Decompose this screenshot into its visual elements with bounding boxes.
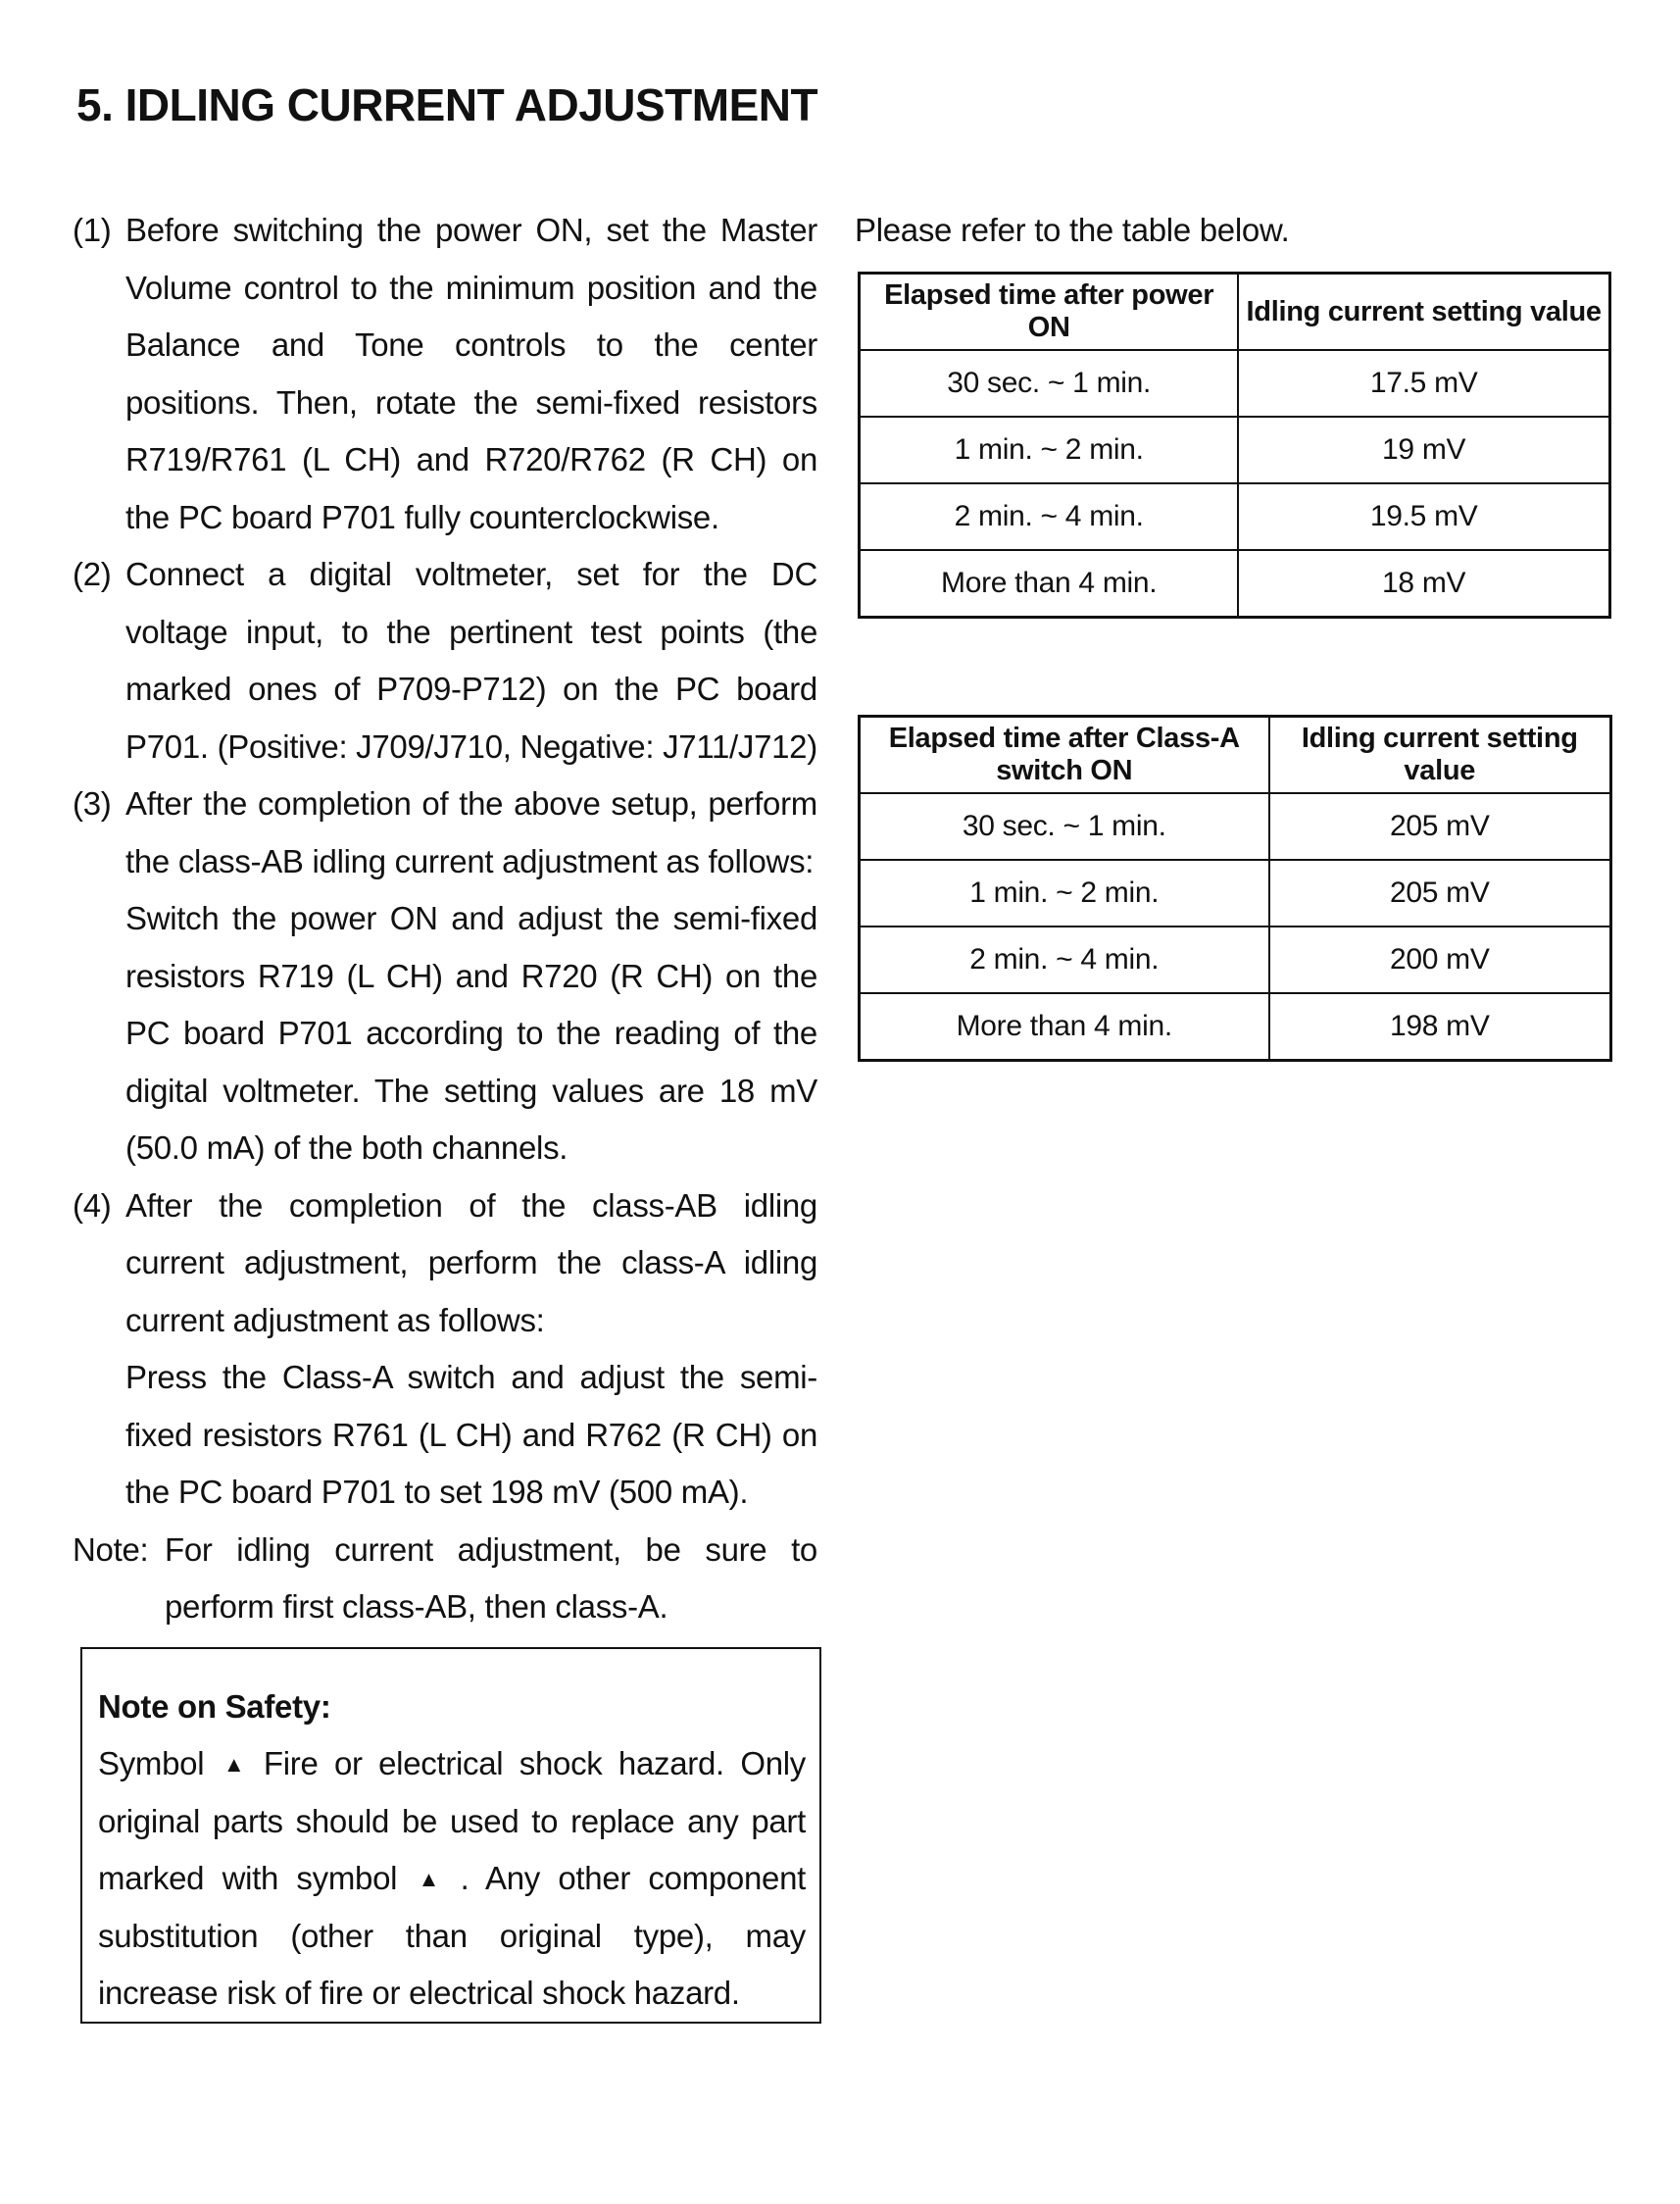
elapsed-time-cell: 1 min. ~ 2 min.	[860, 417, 1239, 483]
setting-value-cell: 198 mV	[1269, 993, 1611, 1061]
warning-triangle-icon: ▲	[216, 1752, 252, 1777]
table-row	[860, 860, 1611, 927]
safety-text-part: Symbol	[98, 1745, 205, 1781]
step-text: After the completion of the above setup, perform the class-AB idling current adjustment as follows:	[125, 785, 817, 879]
step-text-continued: Press the Class-A switch and adjust the semi-fixed resistors R761 (L CH) and R762 (R CH) on the PC board P701 to set 198 mV (500 mA).	[125, 1359, 817, 1510]
safety-note-text	[98, 1735, 806, 2022]
table-row	[860, 417, 1610, 483]
note-text: For idling current adjustment, be sure to perform first class-AB, then class-A.	[165, 1530, 817, 1625]
step-number: (1)	[73, 212, 112, 248]
note-label: Note:	[73, 1530, 149, 1568]
safety-text-part: Fire or electrical shock hazard. Only original parts should be used to replace any part marked with symbol	[98, 1745, 806, 1896]
setting-value-cell: 205 mV	[1269, 860, 1611, 927]
step-number: (4)	[73, 1186, 112, 1224]
column-header: Idling current setting value	[1269, 717, 1611, 794]
safety-text-part: . Any other component substitution (other than original type), may increase risk of fire or electrical shock hazard.	[98, 1860, 806, 2011]
procedure-steps	[73, 202, 817, 1636]
elapsed-time-cell: 1 min. ~ 2 min.	[860, 860, 1269, 927]
table-row	[860, 927, 1611, 993]
table-header-row	[860, 274, 1610, 351]
note	[73, 1522, 817, 1636]
table-header-row	[860, 717, 1611, 794]
setting-value-cell: 19.5 mV	[1238, 483, 1609, 550]
class-a-idling-table	[858, 715, 1612, 1062]
step-text: Connect a digital voltmeter, set for the DC voltage input, to the pertinent test points (the marked ones of P709-P712) on the PC board P701. (Positive: J709/J710, Negative: J711/J712)	[125, 556, 817, 765]
section-heading: 5. IDLING CURRENT ADJUSTMENT	[76, 79, 818, 130]
setting-value-cell: 205 mV	[1269, 793, 1611, 860]
elapsed-time-cell: More than 4 min.	[860, 993, 1269, 1061]
column-header: Elapsed time after power ON	[860, 274, 1239, 351]
table-row	[860, 350, 1610, 417]
table-row	[860, 483, 1610, 550]
warning-triangle-icon: ▲	[409, 1867, 449, 1891]
table-row	[860, 550, 1610, 618]
step-1	[73, 202, 817, 546]
column-header: Elapsed time after Class-A switch ON	[860, 717, 1269, 794]
setting-value-cell: 17.5 mV	[1238, 350, 1609, 417]
step-number: (3)	[73, 785, 112, 822]
setting-value-cell: 18 mV	[1238, 550, 1609, 618]
elapsed-time-cell: More than 4 min.	[860, 550, 1239, 618]
setting-value-cell: 200 mV	[1269, 927, 1611, 993]
elapsed-time-cell: 2 min. ~ 4 min.	[860, 927, 1269, 993]
column-header: Idling current setting value	[1238, 274, 1609, 351]
elapsed-time-cell: 2 min. ~ 4 min.	[860, 483, 1239, 550]
safety-note-title: Note on Safety:	[98, 1688, 331, 1725]
step-4	[73, 1177, 817, 1522]
step-2	[73, 546, 817, 776]
step-3	[73, 776, 817, 1177]
table-intro: Please refer to the table below.	[855, 212, 1290, 248]
setting-value-cell: 19 mV	[1238, 417, 1609, 483]
step-text: After the completion of the class-AB idling current adjustment, perform the class-A idling current adjustment as follows:	[125, 1186, 817, 1338]
step-text: Before switching the power ON, set the Master Volume control to the minimum position and the Balance and Tone controls to the center positions. Then, rotate the semi-fixed resistors R719/R761 (L CH) and R720/R762 (R CH) on the PC board P701 fully counterclockwise.	[125, 212, 817, 535]
safety-note-box	[80, 1647, 821, 2024]
elapsed-time-cell: 30 sec. ~ 1 min.	[860, 793, 1269, 860]
step-text-continued: Switch the power ON and adjust the semi-fixed resistors R719 (L CH) and R720 (R CH) on the PC board P701 according to the reading of the digital voltmeter. The setting values are 18 mV (50.0 mA) of the both channels.	[125, 900, 817, 1166]
step-number: (2)	[73, 556, 112, 592]
table-row	[860, 993, 1611, 1061]
table-row	[860, 793, 1611, 860]
power-on-idling-table	[858, 272, 1611, 619]
elapsed-time-cell: 30 sec. ~ 1 min.	[860, 350, 1239, 417]
